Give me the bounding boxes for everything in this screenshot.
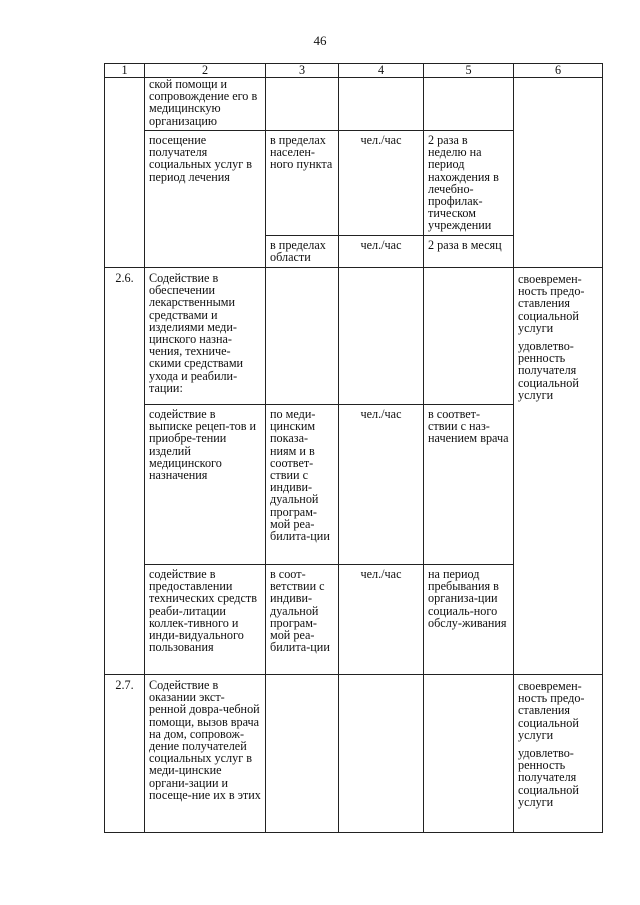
unit-cell: чел./час [339, 405, 424, 565]
unit-cell: чел./час [339, 236, 424, 268]
page-number: 46 [313, 33, 327, 48]
service-title: Содействие в оказании экст-ренной довра-чебной помощи, вызов врача на дом, сопровож-дение получателей социальных услуг в меди-цинские органи-зации и посеще-ние их в этих [145, 675, 266, 833]
column-number-5: 5 [424, 64, 514, 78]
condition-cell: в пределах области [266, 236, 339, 268]
empty-cell [339, 675, 424, 833]
quality-notes [514, 268, 603, 675]
note-satisfaction: удовлетво-ренность получателя социальной услуги [518, 339, 579, 402]
empty-cell [339, 268, 424, 405]
condition-cell: в пределах населен-ного пункта [266, 131, 339, 236]
table-row [105, 268, 603, 405]
quality-notes [514, 675, 603, 833]
service-visit: посещение получателя социальных услуг в период лечения [145, 131, 266, 268]
table-row [105, 675, 603, 833]
service-title: Содействие в обеспечении лекарственными средствами и изделиями меди-цинского назна-чения, техниче-скими средствами ухода и реабили-тации: [145, 268, 266, 405]
empty-cell [424, 78, 514, 131]
empty-cell [266, 675, 339, 833]
column-number-2: 2 [145, 64, 266, 78]
frequency-cell: 2 раза в месяц [424, 236, 514, 268]
row-number: 2.6. [105, 268, 145, 675]
note-timeliness: своевремен-ность предо-ставления социальной услуги [518, 679, 585, 742]
column-number-6: 6 [514, 64, 603, 78]
column-number-1: 1 [105, 64, 145, 78]
row-number: 2.7. [105, 675, 145, 833]
empty-cell [339, 78, 424, 131]
empty-cell [266, 268, 339, 405]
column-number-4: 4 [339, 64, 424, 78]
empty-cell [514, 78, 603, 268]
service-continuation: ской помощи и сопровождение его в медицинскую организацию [145, 78, 266, 131]
frequency-cell: в соответ-ствии с наз-начением врача [424, 405, 514, 565]
service-cell: содействие в выписке рецеп-тов и приобре-тении изделий медицинского назначения [145, 405, 266, 565]
note-timeliness: своевремен-ность предо-ставления социальной услуги [518, 272, 585, 335]
services-table [104, 63, 603, 833]
empty-cell [424, 675, 514, 833]
row-number-empty [105, 78, 145, 268]
note-satisfaction: удовлетво-ренность получателя социальной услуги [518, 746, 579, 809]
empty-cell [424, 268, 514, 405]
column-number-row [105, 64, 603, 78]
frequency-cell: 2 раза в неделю на период нахождения в лечебно-профилак-тическом учреждении [424, 131, 514, 236]
service-cell: содействие в предоставлении технических средств реаби-литации коллек-тивного и инди-видуального пользования [145, 565, 266, 675]
table-row [105, 78, 603, 131]
unit-cell: чел./час [339, 131, 424, 236]
unit-cell: чел./час [339, 565, 424, 675]
frequency-cell: на период пребывания в организа-ции социаль-ного обслу-живания [424, 565, 514, 675]
condition-cell: в соот-ветствии с индиви-дуальной програм-мой реа-билита-ции [266, 565, 339, 675]
condition-cell: по меди-цинским показа-ниям и в соответ-ствии с индиви-дуальной програм-мой реа-билита-ции [266, 405, 339, 565]
empty-cell [266, 78, 339, 131]
column-number-3: 3 [266, 64, 339, 78]
